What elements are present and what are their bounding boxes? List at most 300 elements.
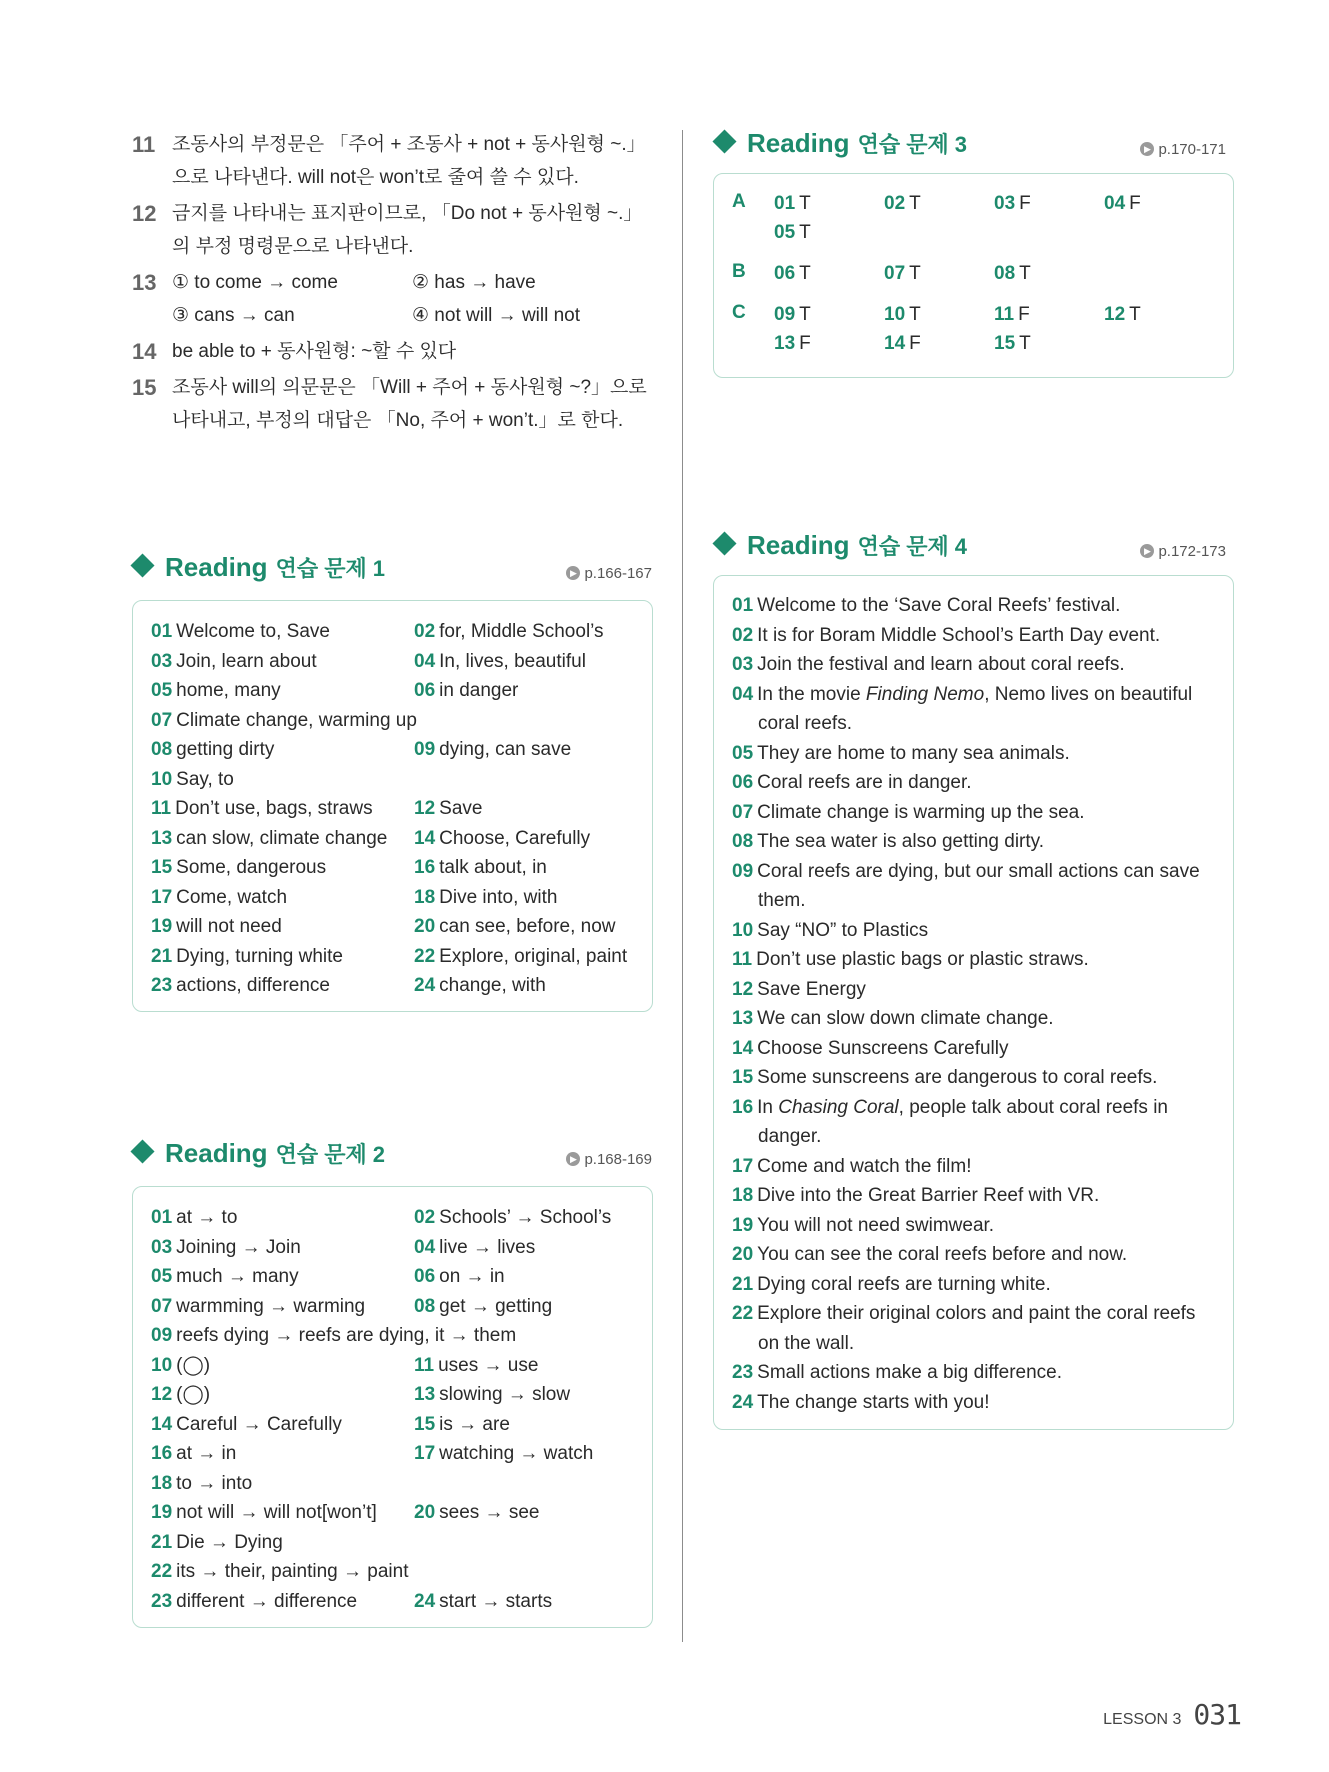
answer-item xyxy=(151,706,644,736)
answer-item xyxy=(414,853,644,883)
answer-item xyxy=(151,617,414,647)
arrow-right-icon: ▶ xyxy=(566,1152,580,1166)
answer-text: start → starts xyxy=(439,1590,553,1612)
answer-text: to → into xyxy=(176,1472,253,1494)
section-title: Reading xyxy=(747,530,850,560)
answer-item xyxy=(414,912,644,942)
answer-item xyxy=(414,1233,644,1263)
diamond-icon xyxy=(130,1139,154,1163)
answer-box-reading-3 xyxy=(713,173,1234,378)
list-item xyxy=(132,335,657,368)
diamond-icon xyxy=(130,553,154,577)
answer-number: 15 xyxy=(414,1413,436,1435)
answer-item xyxy=(414,971,644,1001)
sentence-text: In the movie xyxy=(757,683,866,705)
answer-item xyxy=(151,765,644,795)
tf-answer xyxy=(994,302,1104,327)
answer-text: Dying, turning white xyxy=(176,945,344,967)
answer-sentence xyxy=(732,1034,1215,1064)
answer-text: home, many xyxy=(176,680,281,701)
section-subtitle: 연습 문제 3 xyxy=(857,132,968,157)
arrow-right-icon: ▶ xyxy=(566,566,580,580)
answer-item xyxy=(151,1262,414,1292)
answer-number: 01 xyxy=(151,1207,173,1228)
answer-text: is → are xyxy=(439,1413,510,1435)
answer-item xyxy=(414,647,644,677)
section-title: Reading xyxy=(747,128,850,158)
answer-text: Climate change, warming up xyxy=(176,709,417,731)
answer-item xyxy=(414,1587,644,1617)
answer-sentence xyxy=(732,945,1215,975)
answer-number: 08 xyxy=(994,263,1016,284)
answer-number: 11 xyxy=(732,949,753,970)
tf-answer xyxy=(774,261,884,286)
answer-item xyxy=(151,676,414,706)
answer-item xyxy=(414,942,644,972)
answer-item xyxy=(151,794,414,824)
answer-row-a xyxy=(732,191,1215,245)
tf-answer xyxy=(774,331,884,356)
answer-value: F xyxy=(909,333,921,354)
movie-title: Finding Nemo xyxy=(865,683,985,705)
answer-value: T xyxy=(799,222,811,243)
answer-number: 03 xyxy=(732,654,754,675)
answer-text: (◯) xyxy=(176,1384,211,1405)
answer-number: 13 xyxy=(732,1008,754,1029)
answer-sentence xyxy=(732,1093,1215,1152)
answer-value: T xyxy=(799,193,811,214)
sentence-text: Explore their original colors and paint the coral reefs on the wall. xyxy=(757,1303,1196,1354)
sentence-text: It is for Boram Middle School’s Earth Day event. xyxy=(757,624,1161,646)
sentence-text: You can see the coral reefs before and now. xyxy=(757,1244,1128,1265)
answer-text: will not need xyxy=(176,916,282,937)
answer-value: T xyxy=(1019,263,1031,284)
answer-number: 20 xyxy=(414,916,436,937)
answer-number: 08 xyxy=(732,831,754,852)
answer-number: 24 xyxy=(414,1590,436,1612)
answer-sentence xyxy=(732,1299,1215,1358)
answer-item xyxy=(151,971,414,1001)
answer-text: Say, to xyxy=(176,768,234,790)
answer-number: 18 xyxy=(414,886,436,908)
answer-text: its → their, painting → paint xyxy=(176,1561,409,1582)
answer-number: 05 xyxy=(151,1266,173,1287)
answer-number: 22 xyxy=(414,945,436,967)
answer-number: 02 xyxy=(414,1207,436,1228)
page-footer xyxy=(1103,1698,1241,1731)
answer-value: T xyxy=(909,304,921,325)
answer-text: can slow, climate change xyxy=(176,827,388,849)
answer-number: 04 xyxy=(414,1236,436,1258)
answer-item xyxy=(151,1292,414,1322)
item-text: 조동사의 부정문은 「주어 + 조동사 + not + 동사원형 ~.」으로 나타낸다. will not은 won’t로 줄여 쓸 수 있다. xyxy=(172,134,646,188)
answer-number: 03 xyxy=(151,1236,173,1258)
answer-number: 20 xyxy=(732,1244,754,1265)
section-title: Reading xyxy=(165,1138,268,1168)
tf-answer xyxy=(774,220,884,245)
sentence-text: Come and watch the film! xyxy=(757,1155,972,1177)
section-header-reading-2 xyxy=(134,1138,652,1169)
answer-number: 18 xyxy=(151,1472,173,1494)
list-item xyxy=(132,371,657,437)
answer-value: F xyxy=(799,333,811,354)
tf-answer xyxy=(1104,302,1214,327)
answer-number: 13 xyxy=(774,333,796,354)
answer-text: on → in xyxy=(439,1266,505,1287)
answer-number: 09 xyxy=(414,739,436,760)
answer-item xyxy=(151,1557,644,1587)
movie-title: Chasing Coral xyxy=(778,1096,899,1118)
answer-text: getting dirty xyxy=(176,739,275,760)
answer-number: 21 xyxy=(151,1531,173,1553)
tf-answer xyxy=(774,191,884,216)
answer-item xyxy=(151,824,414,854)
sentence-text: Say “NO” to Plastics xyxy=(757,919,929,941)
sentence-text: Dying coral reefs are turning white. xyxy=(757,1273,1051,1295)
answer-item xyxy=(151,735,414,765)
section-title: Reading xyxy=(165,552,268,582)
item-text: 금지를 나타내는 표지판이므로, 「Do not + 동사원형 ~.」의 부정 명령문으로 나타낸다. xyxy=(172,203,643,257)
answer-item xyxy=(151,883,414,913)
answer-item xyxy=(151,1528,644,1558)
answer-text: warmming → warming xyxy=(176,1295,366,1317)
answer-number: 09 xyxy=(732,860,754,882)
answer-sentence xyxy=(732,591,1215,621)
sentence-text: Coral reefs are dying, but our small actions can save them. xyxy=(757,860,1200,911)
answer-text: get → getting xyxy=(439,1295,553,1317)
answer-sentence xyxy=(732,857,1215,916)
answer-sentence xyxy=(732,1240,1215,1270)
answer-value: F xyxy=(1019,193,1031,214)
answer-number: 03 xyxy=(994,193,1016,214)
answer-number: 10 xyxy=(732,919,754,941)
answer-item xyxy=(414,617,644,647)
answer-text: Die → Dying xyxy=(176,1531,283,1553)
answer-number: 07 xyxy=(151,1295,173,1317)
answer-number: 09 xyxy=(151,1325,173,1346)
answer-text: sees → see xyxy=(439,1502,540,1523)
row-label: A xyxy=(732,191,746,212)
sentence-text: Choose Sunscreens Carefully xyxy=(757,1037,1009,1059)
item-text: 조동사 will의 의문문은 「Will + 주어 + 동사원형 ~?」으로 나타내고, 부정의 대답은 「No, 주어 + won’t.」로 한다. xyxy=(172,377,647,431)
list-item xyxy=(132,128,657,194)
section-subtitle: 연습 문제 1 xyxy=(275,556,386,581)
answer-item xyxy=(414,1380,644,1410)
answer-text: Explore, original, paint xyxy=(439,945,628,967)
answer-text: not will → will not[won’t] xyxy=(176,1502,377,1523)
answer-text: in danger xyxy=(439,680,519,701)
answer-item xyxy=(151,1410,414,1440)
choice-4: ④ not will → will not xyxy=(412,305,581,326)
sentence-text: The sea water is also getting dirty. xyxy=(757,831,1045,852)
sentence-text: They are home to many sea animals. xyxy=(757,742,1070,764)
sentence-text: Save Energy xyxy=(757,978,866,1000)
choice-1: ① to come → come xyxy=(172,272,338,293)
choice-3: ③ cans → can xyxy=(172,305,295,326)
sentence-text: Some sunscreens are dangerous to coral reefs. xyxy=(757,1067,1158,1088)
row-label: C xyxy=(732,302,746,323)
answer-text: Welcome to, Save xyxy=(176,621,330,642)
answer-item xyxy=(151,1233,414,1263)
answer-number: 04 xyxy=(414,650,436,672)
answer-number: 14 xyxy=(414,827,436,849)
answer-number: 11 xyxy=(151,798,172,819)
answer-text: at → to xyxy=(176,1207,238,1228)
tf-answer xyxy=(1104,191,1214,216)
answer-number: 13 xyxy=(151,827,173,849)
answer-number: 07 xyxy=(884,263,906,284)
answer-number: 16 xyxy=(414,857,436,878)
arrow-right-icon: ▶ xyxy=(1140,142,1154,156)
answer-number: 12 xyxy=(414,798,436,819)
answer-number: 10 xyxy=(151,768,173,790)
answer-number: 15 xyxy=(151,857,173,878)
answer-item xyxy=(151,853,414,883)
answer-text: live → lives xyxy=(439,1236,536,1258)
section-header-reading-1 xyxy=(134,552,652,583)
answer-value: F xyxy=(1018,304,1030,325)
answer-item xyxy=(151,1321,644,1351)
answer-text: much → many xyxy=(176,1266,299,1287)
answer-number: 24 xyxy=(414,975,436,996)
tf-answer xyxy=(884,331,994,356)
sentence-text: Don’t use plastic bags or plastic straws. xyxy=(756,949,1089,970)
answer-number: 12 xyxy=(1104,304,1126,325)
answer-item xyxy=(414,1262,644,1292)
answer-sentence xyxy=(732,1181,1215,1211)
sentence-text: Join the festival and learn about coral reefs. xyxy=(757,654,1125,675)
answer-sentence xyxy=(732,975,1215,1005)
answer-text: talk about, in xyxy=(439,857,547,878)
answer-item xyxy=(414,676,644,706)
answer-number: 04 xyxy=(1104,193,1126,214)
answer-item xyxy=(151,942,414,972)
answer-number: 22 xyxy=(151,1561,173,1582)
list-item xyxy=(132,197,657,263)
answer-item xyxy=(151,1380,414,1410)
answer-text: uses → use xyxy=(438,1354,539,1376)
list-item xyxy=(132,266,657,332)
answer-sentence xyxy=(732,650,1215,680)
sentence-text: We can slow down climate change. xyxy=(757,1008,1054,1029)
section-subtitle: 연습 문제 4 xyxy=(857,534,968,559)
section-subtitle: 연습 문제 2 xyxy=(275,1142,386,1167)
answer-number: 17 xyxy=(151,886,173,908)
answer-number: 14 xyxy=(151,1413,173,1435)
answer-item xyxy=(414,1203,644,1233)
answer-item xyxy=(151,1587,414,1617)
page-reference: ▶ p.172-173 xyxy=(1140,543,1226,560)
answer-number: 08 xyxy=(151,739,173,760)
tf-answer xyxy=(774,302,884,327)
answer-box-reading-4 xyxy=(713,575,1234,1430)
item-text: be able to + 동사원형: ~할 수 있다 xyxy=(172,341,457,362)
answer-number: 05 xyxy=(151,680,173,701)
answer-number: 15 xyxy=(732,1067,754,1088)
answer-number: 06 xyxy=(414,1266,436,1287)
answer-text: Schools’ → School’s xyxy=(439,1207,612,1228)
answer-sentence xyxy=(732,739,1215,769)
answer-text: reefs dying → reefs are dying, it → them xyxy=(176,1325,517,1346)
answer-number: 23 xyxy=(151,975,173,996)
answer-box-reading-2 xyxy=(132,1186,653,1628)
answer-number: 17 xyxy=(732,1155,754,1177)
answer-sentence xyxy=(732,827,1215,857)
sentence-text: Climate change is warming up the sea. xyxy=(757,801,1085,823)
answer-text: at → in xyxy=(176,1443,237,1464)
answer-number: 14 xyxy=(884,333,906,354)
answer-sentence xyxy=(732,680,1215,739)
answer-number: 15 xyxy=(994,333,1016,354)
answer-text: Careful → Carefully xyxy=(176,1413,342,1435)
answer-item xyxy=(151,912,414,942)
answer-value: T xyxy=(799,263,811,284)
tf-answer xyxy=(994,261,1104,286)
answer-number: 16 xyxy=(151,1443,173,1464)
answer-sentence xyxy=(732,1388,1215,1418)
sentence-text: , people talk about coral reefs in danger. xyxy=(758,1096,1169,1147)
answer-number: 02 xyxy=(414,621,436,642)
answer-number: 12 xyxy=(732,978,754,1000)
answer-number: 01 xyxy=(151,621,173,642)
answer-sentence xyxy=(732,1063,1215,1093)
answer-text: dying, can save xyxy=(439,739,572,760)
answer-number: 05 xyxy=(732,742,754,764)
answer-number: 02 xyxy=(884,193,906,214)
page-reference: ▶ p.170-171 xyxy=(1140,141,1226,158)
answer-number: 10 xyxy=(151,1354,173,1376)
answer-number: 06 xyxy=(774,263,796,284)
answer-text: Come, watch xyxy=(176,886,288,908)
answer-item xyxy=(414,1498,644,1528)
choice-2: ② has → have xyxy=(412,272,536,293)
answer-number: 23 xyxy=(732,1362,754,1383)
answer-item xyxy=(414,1351,644,1381)
answer-number: 07 xyxy=(151,709,173,731)
answer-number: 22 xyxy=(732,1303,754,1324)
column-divider xyxy=(682,130,683,1642)
item-number: 13 xyxy=(132,270,157,295)
answer-text: Join, learn about xyxy=(176,650,317,672)
answer-sentence xyxy=(732,768,1215,798)
answer-text: actions, difference xyxy=(176,975,330,996)
sentence-text: Coral reefs are in danger. xyxy=(757,772,972,793)
item-number: 12 xyxy=(132,201,157,226)
intro-answers xyxy=(132,128,657,440)
answer-item xyxy=(414,794,644,824)
answer-number: 17 xyxy=(414,1443,436,1464)
answer-item xyxy=(414,883,644,913)
answer-number: 21 xyxy=(732,1273,754,1295)
answer-number: 09 xyxy=(774,304,796,325)
sentence-text: Small actions make a big difference. xyxy=(757,1362,1063,1383)
answer-number: 01 xyxy=(774,193,796,214)
answer-number: 11 xyxy=(414,1354,435,1376)
answer-number: 06 xyxy=(414,680,436,701)
tf-answer xyxy=(994,191,1104,216)
answer-text: change, with xyxy=(439,975,546,996)
answer-number: 19 xyxy=(151,1502,173,1523)
arrow-right-icon: ▶ xyxy=(1140,544,1154,558)
answer-item xyxy=(151,1203,414,1233)
answer-sentence xyxy=(732,1211,1215,1241)
answer-text: (◯) xyxy=(176,1354,211,1376)
answer-text: slowing → slow xyxy=(439,1384,571,1405)
answer-box-reading-1 xyxy=(132,600,653,1012)
answer-number: 07 xyxy=(732,801,754,823)
answer-number: 19 xyxy=(151,916,173,937)
answer-item xyxy=(414,1292,644,1322)
answer-sentence xyxy=(732,916,1215,946)
tf-answer xyxy=(994,331,1104,356)
answer-number: 05 xyxy=(774,222,796,243)
answer-text: Save xyxy=(439,798,483,819)
page-reference: ▶ p.168-169 xyxy=(566,1151,652,1168)
sentence-text: In xyxy=(757,1096,779,1118)
answer-text: different → difference xyxy=(176,1590,358,1612)
answer-grid xyxy=(151,617,634,1001)
page-number: 031 xyxy=(1193,1698,1241,1731)
answer-text: Don’t use, bags, straws xyxy=(175,798,373,819)
answer-number: 12 xyxy=(151,1384,173,1405)
answer-number: 16 xyxy=(732,1096,754,1118)
answer-number: 11 xyxy=(994,304,1015,325)
sentence-text: Welcome to the ‘Save Coral Reefs’ festival. xyxy=(757,595,1121,616)
answer-sentence xyxy=(732,798,1215,828)
sentence-text: The change starts with you! xyxy=(757,1391,990,1413)
answer-grid xyxy=(151,1203,634,1616)
sentence-text: , Nemo lives on beautiful coral reefs. xyxy=(758,683,1193,734)
item-number: 11 xyxy=(132,132,156,157)
page-reference: ▶ p.166-167 xyxy=(566,565,652,582)
answer-value: T xyxy=(909,193,921,214)
answer-row-c xyxy=(732,302,1215,356)
section-header-reading-4 xyxy=(716,530,1226,561)
answer-number: 06 xyxy=(732,772,754,793)
answer-item xyxy=(151,647,414,677)
tf-answer xyxy=(884,261,994,286)
diamond-icon xyxy=(712,531,736,555)
answer-text: for, Middle School’s xyxy=(439,621,604,642)
answer-row-b xyxy=(732,261,1215,286)
sentence-text: You will not need swimwear. xyxy=(757,1214,995,1236)
row-label: B xyxy=(732,261,746,282)
sentence-text: Dive into the Great Barrier Reef with VR. xyxy=(757,1185,1100,1206)
tf-answer xyxy=(884,302,994,327)
answer-sentence xyxy=(732,1270,1215,1300)
lesson-label: LESSON 3 xyxy=(1103,1711,1182,1728)
answer-sentence xyxy=(732,621,1215,651)
answer-value: T xyxy=(1129,304,1141,325)
answer-text: Some, dangerous xyxy=(176,857,327,878)
answer-number: 14 xyxy=(732,1037,754,1059)
answer-number: 21 xyxy=(151,945,173,967)
item-number: 15 xyxy=(132,375,157,400)
answer-sentence xyxy=(732,1004,1215,1034)
tf-answer xyxy=(884,191,994,216)
answer-number: 19 xyxy=(732,1214,754,1236)
answer-item xyxy=(151,1498,414,1528)
answer-item xyxy=(414,824,644,854)
answer-text: Joining → Join xyxy=(176,1236,301,1258)
answer-item xyxy=(151,1469,644,1499)
answer-item xyxy=(414,735,644,765)
answer-value: T xyxy=(909,263,921,284)
answer-sentence xyxy=(732,1152,1215,1182)
answer-number: 23 xyxy=(151,1590,173,1612)
answer-item xyxy=(414,1410,644,1440)
answer-number: 20 xyxy=(414,1502,436,1523)
